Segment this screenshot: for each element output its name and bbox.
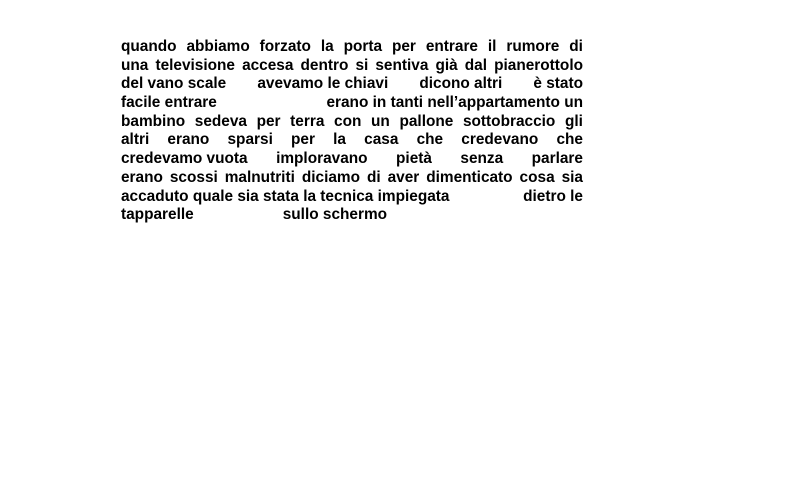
word: gli — [564, 112, 583, 130]
word: imploravano — [276, 150, 368, 168]
word: sentiva — [375, 56, 429, 74]
word: cosa — [519, 168, 555, 186]
phrase: tapparelle — [121, 206, 194, 224]
phrase: dicono altri — [419, 75, 503, 93]
phrase: credevamo vuota — [121, 150, 248, 168]
text-line-4 — [121, 94, 583, 113]
phrase: è stato — [533, 75, 583, 93]
word: diciamo — [301, 168, 360, 186]
word: la — [333, 131, 346, 149]
word: si — [355, 56, 369, 74]
phrase: erano in tanti nell’appartamento un — [326, 94, 583, 112]
word: rumore — [506, 38, 560, 55]
phrase: facile entrare — [121, 94, 217, 112]
word: dimenticato — [426, 168, 513, 186]
word: altri — [121, 131, 150, 149]
word: televisione — [155, 56, 235, 74]
word: dentro — [300, 56, 349, 74]
word: una — [121, 56, 149, 74]
word: la — [320, 38, 334, 55]
word: un — [371, 112, 390, 130]
word: quando — [121, 38, 177, 55]
word: malnutriti — [224, 168, 295, 186]
text-line-1 — [121, 38, 583, 57]
word: credevano — [461, 131, 539, 149]
word: erano — [167, 131, 210, 149]
word: sedeva — [194, 112, 247, 130]
word: pallone — [399, 112, 454, 130]
word: il — [487, 38, 497, 55]
word: scossi — [169, 168, 218, 186]
word: erano — [121, 168, 163, 186]
word: che — [416, 131, 444, 149]
text-line-8 — [121, 169, 583, 188]
word: che — [556, 131, 583, 149]
word: forzato — [259, 38, 311, 55]
word: sottobraccio — [462, 112, 556, 130]
word: per — [391, 38, 416, 55]
text-line-10 — [121, 206, 583, 225]
phrase: dietro le — [523, 187, 583, 205]
word: porta — [343, 38, 383, 55]
phrase: del vano scale — [121, 75, 227, 93]
phrase: accaduto quale sia stata la tecnica impiegata — [121, 187, 450, 205]
word: di — [366, 168, 381, 186]
word: senza — [460, 150, 504, 168]
text-line-2 — [121, 57, 583, 76]
word: di — [569, 38, 583, 55]
word: terra — [290, 112, 325, 130]
word: aver — [387, 168, 420, 186]
phrase: sullo schermo — [282, 206, 388, 224]
word: dal — [464, 56, 488, 74]
word: abbiamo — [186, 38, 250, 55]
text-line-6 — [121, 131, 583, 150]
word: pietà — [396, 150, 432, 168]
word: sparsi — [227, 131, 273, 149]
word: entrare — [425, 38, 478, 55]
word: pianerottolo — [494, 56, 583, 74]
word: sia — [561, 168, 583, 186]
word: per — [291, 131, 315, 149]
word: bambino — [121, 112, 186, 130]
word: casa — [364, 131, 399, 149]
phrase: avevamo le chiavi — [257, 75, 389, 93]
word: parlare — [531, 150, 583, 168]
word: già — [435, 56, 458, 74]
text-line-9 — [121, 188, 583, 207]
word: accesa — [242, 56, 294, 74]
text-line-3 — [121, 75, 583, 94]
text-line-7 — [121, 150, 583, 169]
word: per — [256, 112, 281, 130]
word: con — [334, 112, 362, 130]
text-line-5 — [121, 113, 583, 132]
poem-text — [121, 38, 583, 225]
